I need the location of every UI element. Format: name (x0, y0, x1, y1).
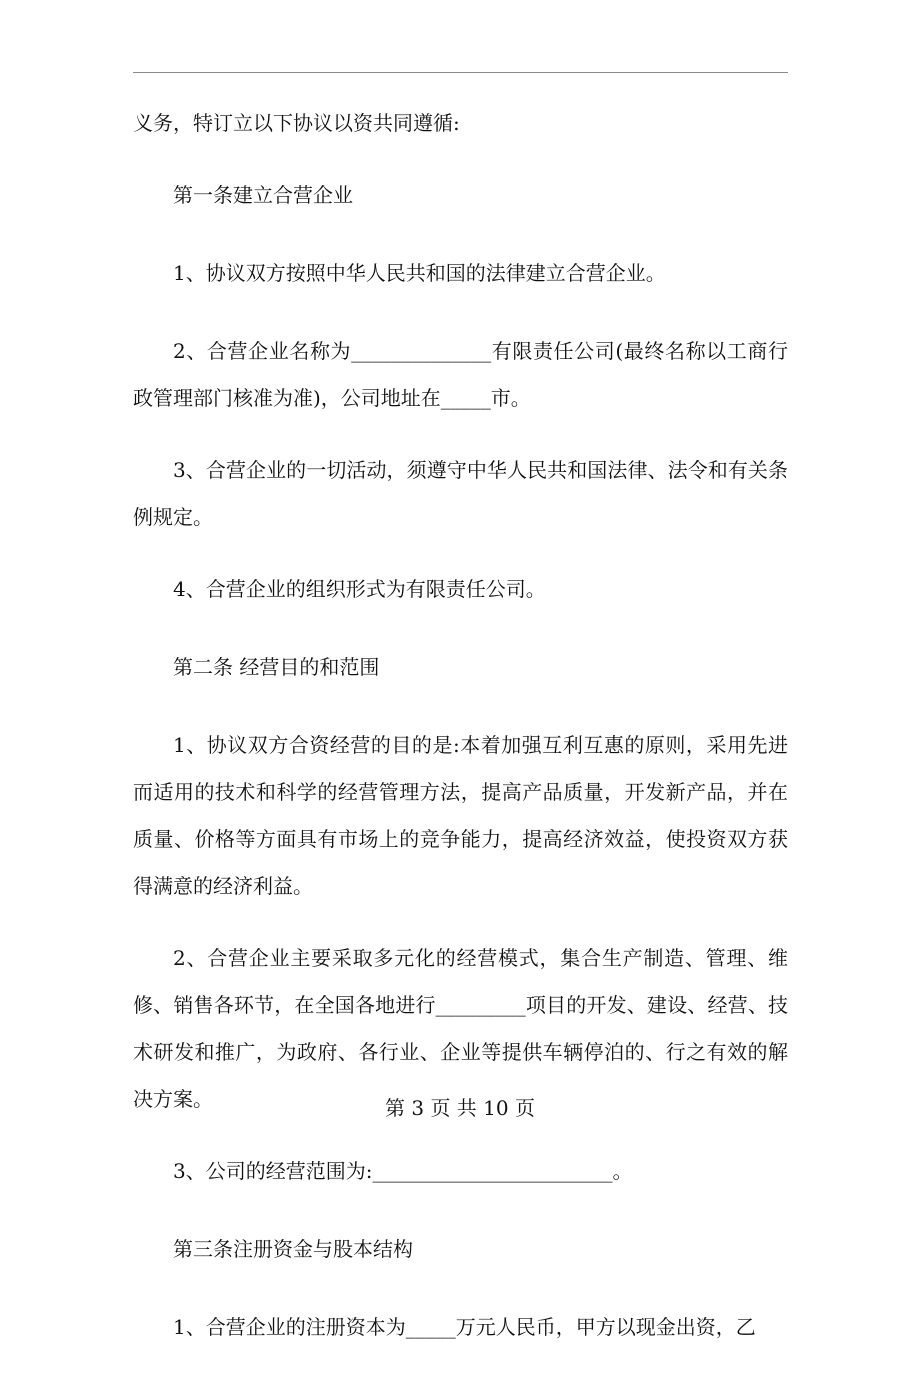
header-rule (133, 72, 788, 73)
paragraph-intro: 义务，特订立以下协议以资共同遵循: (133, 111, 460, 135)
article-1-item-2: 2、合营企业名称为______________有限责任公司(最终名称以工商行政管理部门核准为准)，公司地址在_____市。 (133, 339, 788, 410)
article-2-item-3: 3、公司的经营范围为:________________________。 (173, 1159, 633, 1183)
article-1-item-4: 4、合营企业的组织形式为有限责任公司。 (173, 577, 546, 601)
article-1-heading: 第一条建立合营企业 (173, 183, 353, 207)
article-2-item-2: 2、合营企业主要采取多元化的经营模式，集合生产制造、管理、维修、销售各环节，在全国各地进行_________项目的开发、建设、经营、技术研发和推广，为政府、各行业、企业等提供车辆停泊的、行之有效的解决方案。 (133, 946, 788, 1111)
article-1-item-1: 1、协议双方按照中华人民共和国的法律建立合营企业。 (173, 261, 666, 285)
document-body (133, 100, 788, 1376)
article-2-item-1: 1、协议双方合资经营的目的是:本着加强互利互惠的原则，采用先进而适用的技术和科学的经营管理方法，提高产品质量，开发新产品，并在质量、价格等方面具有市场上的竞争能力，提高经济效益，使投资双方获得满意的经济利益。 (133, 733, 788, 898)
page-number-footer: 第 3 页 共 10 页 (385, 1096, 535, 1120)
article-1-item-3: 3、合营企业的一切活动，须遵守中华人民共和国法律、法令和有关条例规定。 (133, 458, 788, 529)
article-3-item-1: 1、合营企业的注册资本为_____万元人民币，甲方以现金出资，乙 (173, 1315, 756, 1339)
article-2-heading: 第二条 经营目的和范围 (173, 655, 380, 679)
article-3-heading: 第三条注册资金与股本结构 (173, 1237, 413, 1261)
